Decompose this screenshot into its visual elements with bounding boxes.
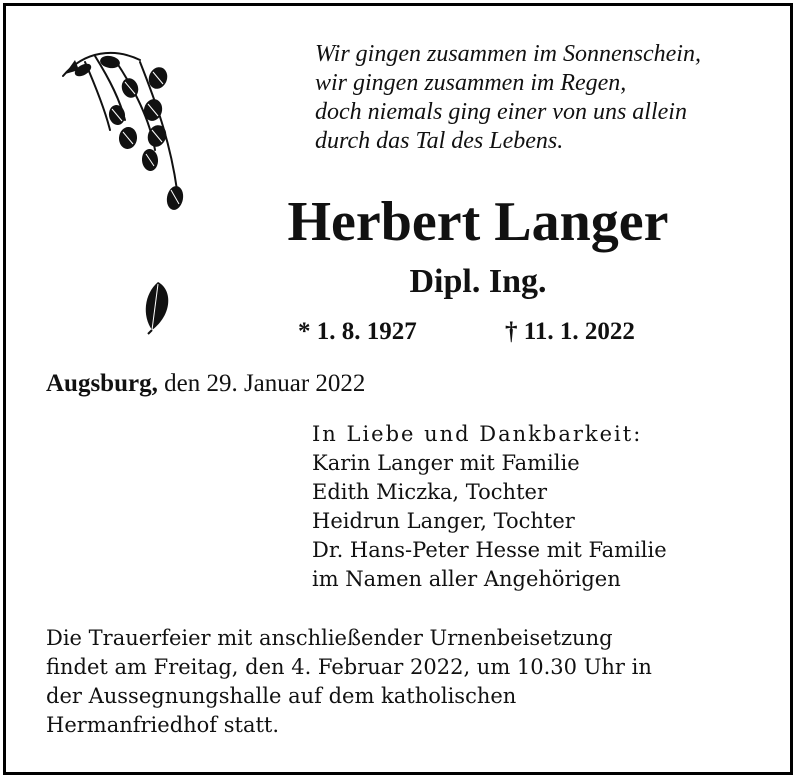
mourners-heading: In Liebe und Dankbarkeit: [312, 422, 643, 446]
poem-line: durch das Tal des Lebens. [315, 128, 564, 154]
mourners-list [312, 420, 667, 594]
mourner-entry: im Namen aller Angehörigen [312, 567, 621, 591]
funeral-line: der Aussegnungshalle auf dem katholischen [46, 684, 517, 708]
place-name: Augsburg, [46, 370, 158, 397]
memorial-poem [315, 40, 701, 156]
poem-line: doch niemals ging einer von uns allein [315, 99, 687, 125]
mourner-entry: Dr. Hans-Peter Hesse mit Familie [312, 538, 667, 562]
mourner-entry: Karin Langer mit Familie [312, 451, 580, 475]
mourner-entry: Edith Miczka, Tochter [312, 480, 547, 504]
deceased-name: Herbert Langer [287, 191, 669, 253]
funeral-line: findet am Freitag, den 4. Februar 2022, um 10.30 Uhr in [46, 655, 652, 679]
funeral-line: Die Trauerfeier mit anschließender Urnenbeisetzung [46, 626, 613, 650]
death-date: † 11. 1. 2022 [505, 318, 635, 345]
notice-date: den 29. Januar 2022 [164, 370, 366, 397]
deceased-title: Dipl. Ing. [409, 263, 547, 300]
birth-date: * 1. 8. 1927 [298, 318, 417, 345]
funeral-details [46, 624, 652, 740]
poem-line: Wir gingen zusammen im Sonnenschein, [315, 41, 701, 67]
mourner-entry: Heidrun Langer, Tochter [312, 509, 575, 533]
place-and-date [46, 370, 365, 398]
funeral-line: Hermanfriedhof statt. [46, 713, 280, 737]
poem-line: wir gingen zusammen im Regen, [315, 70, 627, 96]
